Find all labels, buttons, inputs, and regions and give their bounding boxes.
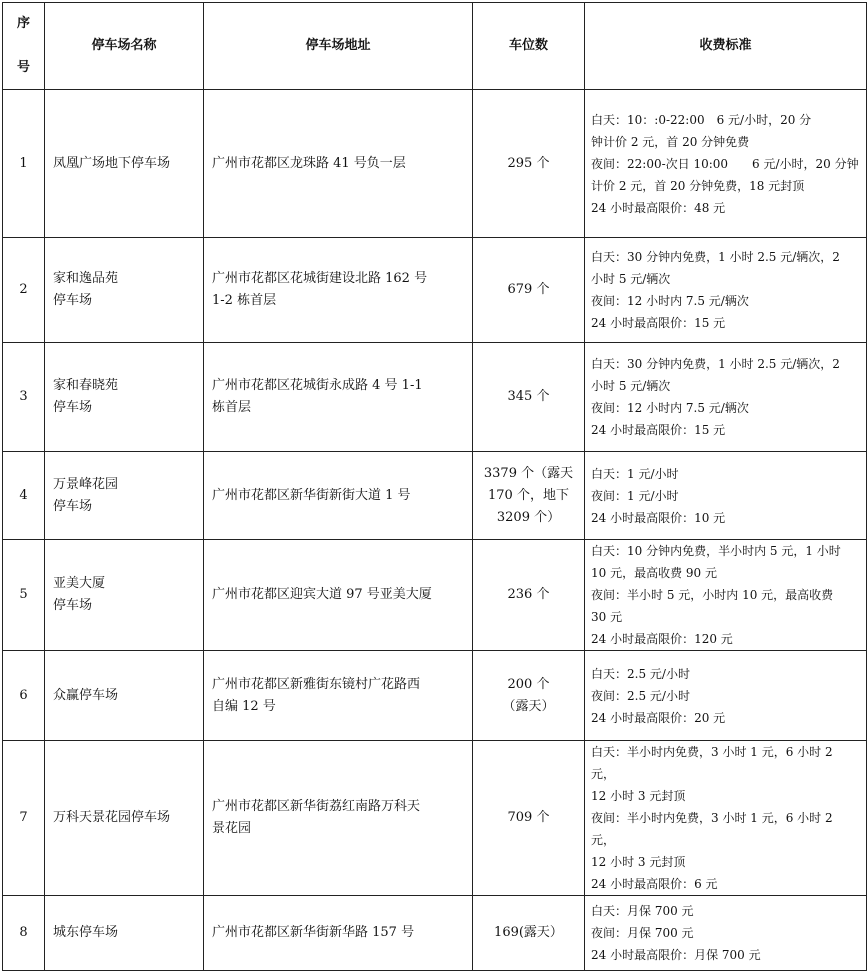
- header-name: 停车场名称: [45, 3, 204, 90]
- row-number: 6: [3, 651, 45, 741]
- parking-name: 凤凰广场地下停车场: [45, 90, 204, 238]
- parking-name: 亚美大厦 停车场: [45, 540, 204, 651]
- fee-standard: 白天：2.5 元/小时 夜间：2.5 元/小时 24 小时最高限价：20 元: [585, 651, 867, 741]
- row-number: 2: [3, 238, 45, 343]
- row-number: 4: [3, 452, 45, 540]
- row-number: 1: [3, 90, 45, 238]
- table-row: [3, 540, 867, 651]
- header-no: 序 号: [3, 3, 45, 90]
- parking-spaces: 236 个: [473, 540, 585, 651]
- parking-spaces: 169(露天）: [473, 896, 585, 971]
- table-row: [3, 741, 867, 896]
- parking-address: 广州市花都区龙珠路 41 号负一层: [204, 90, 473, 238]
- table-row: [3, 452, 867, 540]
- parking-name: 家和春晓苑 停车场: [45, 343, 204, 452]
- header-spaces: 车位数: [473, 3, 585, 90]
- fee-standard: 白天：10：:0-22:00 6 元/小时，20 分 钟计价 2 元，首 20 分钟免费 夜间：22:00-次日 10:00 6 元/小时，20 分钟 计价 2 元，首 20 分钟免费，18 元封顶 24 小时最高限价：48 元: [585, 90, 867, 238]
- parking-address: 广州市花都区新华街荔红南路万科天 景花园: [204, 741, 473, 896]
- parking-spaces: 3379 个（露天 170 个，地下 3209 个）: [473, 452, 585, 540]
- parking-name: 众赢停车场: [45, 651, 204, 741]
- header-address: 停车场地址: [204, 3, 473, 90]
- parking-spaces: 709 个: [473, 741, 585, 896]
- table-row: [3, 343, 867, 452]
- parking-name: 城东停车场: [45, 896, 204, 971]
- parking-spaces: 295 个: [473, 90, 585, 238]
- fee-standard: 白天：30 分钟内免费，1 小时 2.5 元/辆次，2 小时 5 元/辆次 夜间：12 小时内 7.5 元/辆次 24 小时最高限价：15 元: [585, 238, 867, 343]
- row-number: 7: [3, 741, 45, 896]
- table-header-row: [3, 3, 867, 90]
- parking-address: 广州市花都区新雅街东镜村广花路西 自编 12 号: [204, 651, 473, 741]
- table-row: [3, 90, 867, 238]
- parking-name: 家和逸品苑 停车场: [45, 238, 204, 343]
- parking-name: 万景峰花园 停车场: [45, 452, 204, 540]
- fee-standard: 白天：月保 700 元 夜间：月保 700 元 24 小时最高限价：月保 700 元: [585, 896, 867, 971]
- row-number: 5: [3, 540, 45, 651]
- fee-standard: 白天：1 元/小时 夜间：1 元/小时 24 小时最高限价：10 元: [585, 452, 867, 540]
- table-row: [3, 896, 867, 971]
- parking-address: 广州市花都区新华街新街大道 1 号: [204, 452, 473, 540]
- table-row: [3, 238, 867, 343]
- header-fee: 收费标准: [585, 3, 867, 90]
- parking-address: 广州市花都区新华街新华路 157 号: [204, 896, 473, 971]
- parking-spaces: 679 个: [473, 238, 585, 343]
- parking-address: 广州市花都区花城街永成路 4 号 1-1 栋首层: [204, 343, 473, 452]
- table-row: [3, 651, 867, 741]
- parking-spaces: 200 个 （露天）: [473, 651, 585, 741]
- fee-standard: 白天：10 分钟内免费，半小时内 5 元，1 小时 10 元，最高收费 90 元 夜间：半小时 5 元，小时内 10 元，最高收费 30 元 24 小时最高限价：120 元: [585, 540, 867, 651]
- row-number: 3: [3, 343, 45, 452]
- row-number: 8: [3, 896, 45, 971]
- parking-spaces: 345 个: [473, 343, 585, 452]
- fee-standard: 白天：半小时内免费，3 小时 1 元，6 小时 2 元， 12 小时 3 元封顶 夜间：半小时内免费，3 小时 1 元，6 小时 2 元， 12 小时 3 元封顶 24 小时最高限价：6 元: [585, 741, 867, 896]
- fee-standard: 白天：30 分钟内免费，1 小时 2.5 元/辆次，2 小时 5 元/辆次 夜间：12 小时内 7.5 元/辆次 24 小时最高限价：15 元: [585, 343, 867, 452]
- parking-name: 万科天景花园停车场: [45, 741, 204, 896]
- parking-address: 广州市花都区迎宾大道 97 号亚美大厦: [204, 540, 473, 651]
- parking-address: 广州市花都区花城街建设北路 162 号 1-2 栋首层: [204, 238, 473, 343]
- parking-fee-table: [2, 2, 867, 971]
